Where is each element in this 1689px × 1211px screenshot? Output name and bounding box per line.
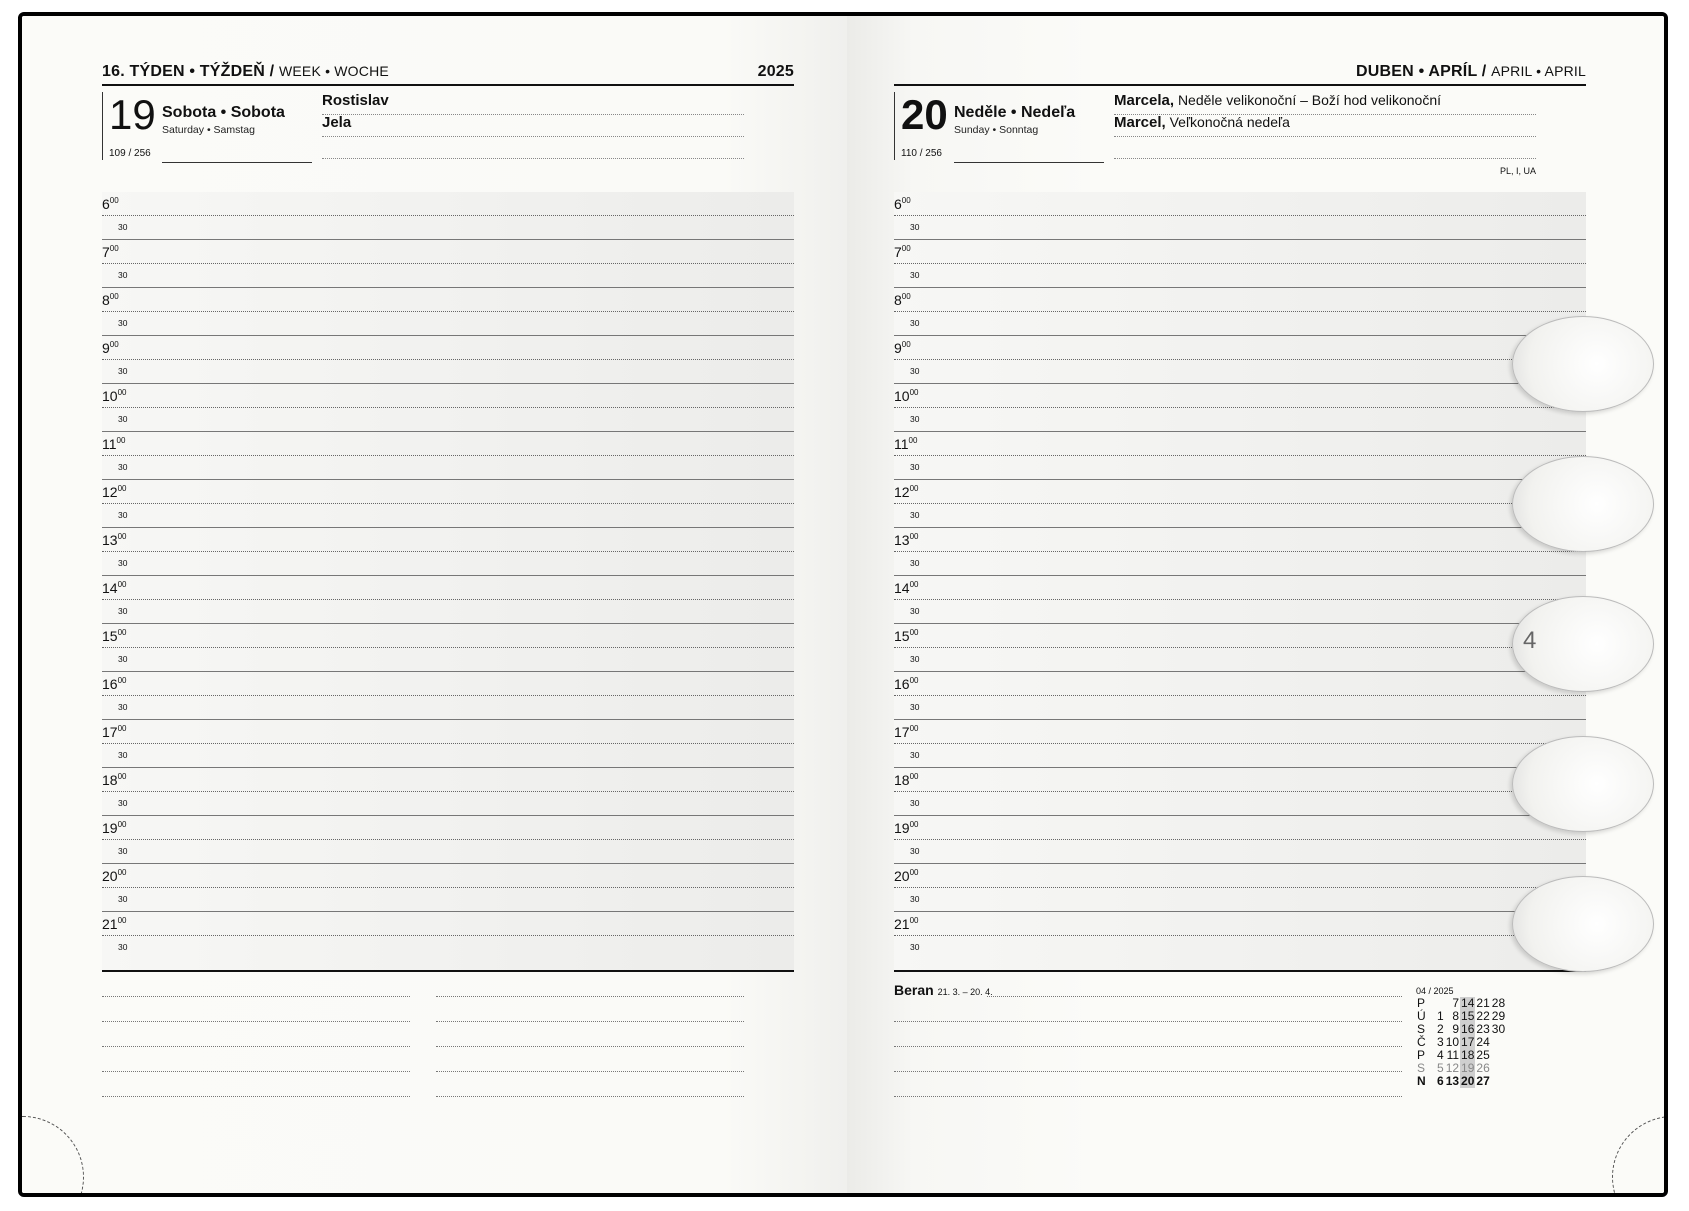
hour-slot[interactable]: [894, 384, 1586, 432]
half-hour-line: [894, 407, 1586, 408]
hour-label: $13^{00}$: [102, 532, 127, 548]
hour-label: $21^{00}$: [894, 916, 919, 932]
day-of-year: 110 / 256: [901, 148, 942, 159]
weekday-letter: P: [1417, 996, 1426, 1010]
index-tab-month[interactable]: [1512, 596, 1654, 692]
half-hour-line: [894, 311, 1586, 312]
half-hour-line: [102, 647, 794, 648]
day-name: Sobota • Sobota: [162, 104, 285, 121]
half-hour-line: [102, 215, 794, 216]
half-hour-line: [894, 887, 1586, 888]
hour-slot[interactable]: [102, 768, 794, 816]
hour-slot[interactable]: [894, 288, 1586, 336]
half-hour-line: [102, 791, 794, 792]
note-line[interactable]: [436, 1071, 744, 1072]
hour-label: $9^{00}$: [102, 340, 119, 356]
half-hour-label: 30: [118, 942, 128, 952]
half-hour-label: 30: [910, 798, 920, 808]
half-hour-line: [894, 791, 1586, 792]
half-hour-label: 30: [118, 702, 128, 712]
half-hour-line: [894, 215, 1586, 216]
day-underline: [954, 162, 1104, 163]
hour-label: $14^{00}$: [102, 580, 127, 596]
calendar-date: 27: [1476, 1074, 1490, 1088]
hour-label: $7^{00}$: [102, 244, 119, 260]
index-tab[interactable]: [1512, 736, 1654, 832]
day-name-sub: Sunday • Sonntag: [954, 124, 1039, 136]
index-tab[interactable]: [1512, 456, 1654, 552]
hour-label: $19^{00}$: [894, 820, 919, 836]
calendar-date: 2: [1437, 1022, 1444, 1036]
tab-label: 4: [1523, 627, 1537, 654]
hour-label: $18^{00}$: [102, 772, 127, 788]
half-hour-line: [102, 263, 794, 264]
hour-slot[interactable]: [894, 528, 1586, 576]
hour-slot[interactable]: [894, 864, 1586, 912]
half-hour-line: [894, 647, 1586, 648]
nameday-line-3: [322, 136, 744, 159]
nameday-line-1: Marcela, Neděle velikonoční – Boží hod velikonoční: [1114, 92, 1536, 115]
half-hour-line: [102, 599, 794, 600]
nameday-line-2: Jela: [322, 114, 744, 137]
hour-slot[interactable]: [894, 336, 1586, 384]
note-line[interactable]: [102, 1021, 410, 1022]
day-number: 19: [109, 91, 156, 138]
hour-slot[interactable]: [102, 384, 794, 432]
half-hour-label: 30: [910, 270, 920, 280]
hour-label: $19^{00}$: [102, 820, 127, 836]
calendar-date: 25: [1476, 1048, 1490, 1062]
calendar-date: 14: [1461, 996, 1475, 1010]
calendar-date: 12: [1445, 1061, 1460, 1075]
hour-slot[interactable]: [102, 816, 794, 864]
half-hour-label: 30: [118, 222, 128, 232]
note-line[interactable]: [102, 996, 410, 997]
half-hour-label: 30: [118, 366, 128, 376]
calendar-date: 26: [1476, 1061, 1490, 1075]
half-hour-label: 30: [118, 798, 128, 808]
hour-slot[interactable]: [894, 816, 1586, 864]
half-hour-label: 30: [910, 894, 920, 904]
note-line[interactable]: [436, 996, 744, 997]
hour-slot[interactable]: [102, 192, 794, 240]
hour-grid-right: [894, 192, 1586, 972]
half-hour-line: [102, 743, 794, 744]
half-hour-line: [894, 935, 1586, 936]
half-hour-label: 30: [910, 846, 920, 856]
hour-grid-left: [102, 192, 794, 972]
hour-slot[interactable]: [894, 192, 1586, 240]
hour-slot[interactable]: [102, 528, 794, 576]
half-hour-line: [102, 839, 794, 840]
zodiac-label: Beran 21. 3. – 20. 4.: [894, 982, 993, 998]
hour-slot[interactable]: [894, 672, 1586, 720]
hour-slot[interactable]: [894, 768, 1586, 816]
calendar-date: 24: [1476, 1035, 1490, 1049]
hour-slot[interactable]: [102, 480, 794, 528]
half-hour-label: 30: [118, 318, 128, 328]
day-number: 20: [901, 91, 948, 138]
hour-slot[interactable]: [102, 864, 794, 912]
hour-label: $10^{00}$: [102, 388, 127, 404]
note-line[interactable]: [894, 1071, 1402, 1072]
note-line[interactable]: [987, 996, 1402, 997]
calendar-date: 16: [1461, 1022, 1475, 1036]
planner-spread: [18, 12, 1668, 1197]
calendar-date: [1491, 1075, 1506, 1088]
calendar-date: 29: [1491, 1009, 1506, 1023]
note-line[interactable]: [436, 1096, 744, 1097]
hour-slot[interactable]: [102, 336, 794, 384]
hour-label: $16^{00}$: [894, 676, 919, 692]
day-underline: [162, 162, 312, 163]
mini-calendar-table: [1416, 997, 1506, 1088]
calendar-date: [1491, 1062, 1506, 1075]
day-number-block: [894, 92, 951, 160]
calendar-date: 8: [1452, 1009, 1460, 1023]
half-hour-line: [894, 359, 1586, 360]
index-tab[interactable]: [1512, 876, 1654, 972]
hour-label: $15^{00}$: [102, 628, 127, 644]
hour-slot[interactable]: [102, 432, 794, 480]
half-hour-line: [102, 695, 794, 696]
calendar-date: 20: [1461, 1074, 1475, 1088]
hour-label: $17^{00}$: [894, 724, 919, 740]
half-hour-line: [102, 407, 794, 408]
note-line[interactable]: [894, 1046, 1402, 1047]
mini-calendar-title: 04 / 2025: [1416, 986, 1454, 996]
hour-label: $20^{00}$: [102, 868, 127, 884]
half-hour-label: 30: [118, 606, 128, 616]
half-hour-label: 30: [118, 462, 128, 472]
hour-label: $14^{00}$: [894, 580, 919, 596]
half-hour-label: 30: [910, 702, 920, 712]
day-number-block: [102, 92, 159, 160]
half-hour-label: 30: [910, 558, 920, 568]
half-hour-label: 30: [910, 318, 920, 328]
half-hour-label: 30: [118, 270, 128, 280]
week-header: [102, 56, 794, 86]
note-line[interactable]: [894, 1096, 1402, 1097]
holiday-countries: PL, I, UA: [1499, 166, 1536, 176]
note-line[interactable]: [436, 1021, 744, 1022]
half-hour-line: [894, 551, 1586, 552]
hour-slot[interactable]: [102, 720, 794, 768]
hour-slot[interactable]: [102, 624, 794, 672]
hour-label: $11^{00}$: [102, 436, 126, 452]
calendar-date: 17: [1461, 1035, 1475, 1049]
half-hour-label: 30: [910, 750, 920, 760]
index-tab[interactable]: [1512, 316, 1654, 412]
calendar-date: 7: [1452, 996, 1460, 1010]
hour-slot[interactable]: [102, 912, 794, 960]
half-hour-line: [102, 551, 794, 552]
calendar-date: 28: [1491, 996, 1506, 1010]
hour-label: $6^{00}$: [894, 196, 911, 212]
nameday-line-3: [1114, 136, 1536, 159]
hour-slot[interactable]: [894, 432, 1586, 480]
half-hour-line: [894, 503, 1586, 504]
calendar-date: 9: [1452, 1022, 1460, 1036]
hour-label: $16^{00}$: [102, 676, 127, 692]
calendar-date: 11: [1446, 1048, 1460, 1062]
calendar-date: 21: [1476, 996, 1490, 1010]
hour-slot[interactable]: [894, 624, 1586, 672]
hour-slot[interactable]: [894, 720, 1586, 768]
half-hour-label: 30: [118, 846, 128, 856]
weekday-letter: Č: [1417, 1035, 1426, 1049]
calendar-date: 6: [1437, 1074, 1444, 1088]
hour-slot[interactable]: [894, 912, 1586, 960]
hour-label: $13^{00}$: [894, 532, 919, 548]
half-hour-label: 30: [910, 222, 920, 232]
half-hour-line: [894, 839, 1586, 840]
half-hour-line: [102, 311, 794, 312]
half-hour-line: [894, 695, 1586, 696]
calendar-date: 5: [1437, 1061, 1444, 1075]
hour-slot[interactable]: [894, 240, 1586, 288]
half-hour-line: [894, 743, 1586, 744]
mini-calendar: [1416, 986, 1526, 1088]
half-hour-label: 30: [118, 894, 128, 904]
half-hour-label: 30: [910, 942, 920, 952]
hour-label: $9^{00}$: [894, 340, 911, 356]
note-line[interactable]: [436, 1046, 744, 1047]
hour-label: $8^{00}$: [894, 292, 911, 308]
half-hour-line: [102, 359, 794, 360]
hour-slot[interactable]: [102, 240, 794, 288]
hour-slot[interactable]: [102, 576, 794, 624]
weekday-letter: S: [1417, 1022, 1426, 1036]
hour-label: $12^{00}$: [102, 484, 127, 500]
hour-label: $11^{00}$: [894, 436, 918, 452]
calendar-date: 3: [1437, 1035, 1444, 1049]
note-line[interactable]: [102, 1096, 410, 1097]
half-hour-label: 30: [910, 606, 920, 616]
left-page: [22, 16, 847, 1193]
calendar-date: [1491, 1036, 1506, 1049]
hour-label: $15^{00}$: [894, 628, 919, 644]
year-label: 2025: [757, 63, 794, 80]
half-hour-label: 30: [910, 414, 920, 424]
half-hour-line: [102, 887, 794, 888]
hour-label: $20^{00}$: [894, 868, 919, 884]
half-hour-line: [894, 599, 1586, 600]
day-of-year: 109 / 256: [109, 148, 151, 159]
half-hour-label: 30: [910, 366, 920, 376]
hour-label: $8^{00}$: [102, 292, 119, 308]
corner-perforation: [1612, 1116, 1668, 1197]
calendar-date: 1: [1437, 1009, 1444, 1023]
calendar-date: 22: [1476, 1009, 1490, 1023]
day-name: Neděle • Nedeľa: [954, 104, 1076, 121]
corner-perforation: [18, 1116, 84, 1197]
mini-calendar-row: [1416, 1075, 1506, 1088]
hour-slot[interactable]: [102, 288, 794, 336]
note-line[interactable]: [102, 1046, 410, 1047]
half-hour-label: 30: [118, 414, 128, 424]
calendar-date: [1491, 1049, 1506, 1062]
hour-label: $7^{00}$: [894, 244, 911, 260]
day-name-sub: Saturday • Samstag: [162, 124, 255, 136]
month-header: [894, 56, 1586, 86]
half-hour-line: [102, 935, 794, 936]
half-hour-label: 30: [118, 654, 128, 664]
hour-slot[interactable]: [894, 480, 1586, 528]
nameday-line-2: Marcel, Veľkonočná nedeľa: [1114, 114, 1536, 137]
half-hour-line: [102, 503, 794, 504]
half-hour-label: 30: [118, 750, 128, 760]
calendar-date: 10: [1445, 1035, 1460, 1049]
note-line[interactable]: [102, 1071, 410, 1072]
nameday-line-1: Rostislav: [322, 92, 744, 115]
hour-label: $10^{00}$: [894, 388, 919, 404]
calendar-date: 4: [1437, 1048, 1444, 1062]
half-hour-label: 30: [118, 510, 128, 520]
month-label: DUBEN • APRÍL / APRIL • APRIL: [1356, 63, 1586, 80]
half-hour-line: [894, 263, 1586, 264]
half-hour-label: 30: [910, 654, 920, 664]
calendar-date: 18: [1461, 1048, 1475, 1062]
half-hour-label: 30: [118, 558, 128, 568]
hour-label: $12^{00}$: [894, 484, 919, 500]
weekday-letter: S: [1417, 1061, 1426, 1075]
weekday-letter: P: [1417, 1048, 1426, 1062]
calendar-date: 19: [1461, 1061, 1475, 1075]
hour-slot[interactable]: [894, 576, 1586, 624]
half-hour-label: 30: [910, 510, 920, 520]
hour-label: $21^{00}$: [102, 916, 127, 932]
half-hour-label: 30: [910, 462, 920, 472]
weekday-letter: N: [1417, 1074, 1426, 1088]
hour-slot[interactable]: [102, 672, 794, 720]
week-label: 16. TÝDEN • TÝŽDEŇ / WEEK • WOCHE: [102, 63, 389, 80]
weekday-letter: Ú: [1417, 1009, 1426, 1023]
hour-label: $6^{00}$: [102, 196, 119, 212]
calendar-date: 30: [1491, 1022, 1506, 1036]
note-line[interactable]: [894, 1021, 1402, 1022]
calendar-date: 23: [1476, 1022, 1490, 1036]
hour-label: $17^{00}$: [102, 724, 127, 740]
half-hour-line: [894, 455, 1586, 456]
calendar-date: 15: [1461, 1009, 1475, 1023]
hour-label: $18^{00}$: [894, 772, 919, 788]
calendar-date: 13: [1445, 1074, 1460, 1088]
half-hour-line: [102, 455, 794, 456]
